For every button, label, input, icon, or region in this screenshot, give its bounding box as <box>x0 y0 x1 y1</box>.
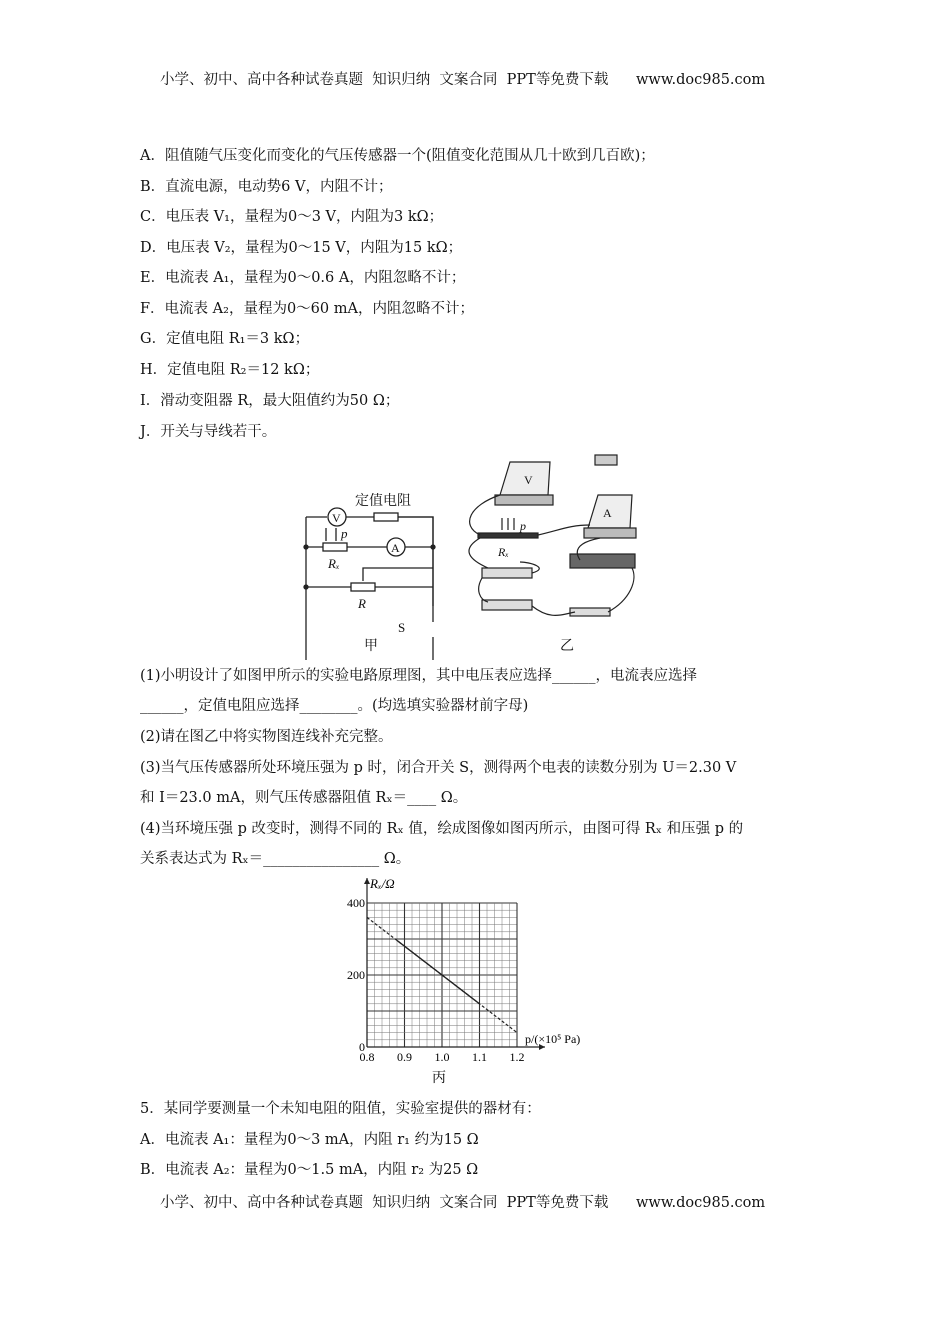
x-tick-label: 1.0 <box>434 1050 450 1064</box>
y-tick-label: 0 <box>359 1040 365 1054</box>
question-1-line-1: (1)小明设计了如图甲所示的实验电路原理图，其中电压表应选择______，电流表应选择 <box>140 668 698 684</box>
question-2: (2)请在图乙中将实物图连线补充完整。 <box>140 729 393 745</box>
apparatus-diagram-yi <box>460 450 660 660</box>
item-f: F．电流表 A₂，量程为0～60 mA，内阻忽略不计； <box>140 301 474 317</box>
item-b: B．直流电源，电动势6 V，内阻不计； <box>140 179 393 195</box>
pressure-label: p <box>520 519 526 533</box>
y-tick-label: 200 <box>347 968 365 982</box>
item-h: H．定值电阻 R₂＝12 kΩ； <box>140 362 320 378</box>
rheostat-label: R <box>358 596 366 611</box>
question-5-item-a: A．电流表 A₁：量程为0～3 mA，内阻 r₁ 约为15 Ω <box>140 1132 479 1148</box>
data-line-solid <box>397 940 480 1003</box>
item-a: A．阻值随气压变化而变化的气压传感器一个(阻值变化范围从几十欧到几百欧)； <box>140 148 655 164</box>
switch-label: S <box>398 620 406 635</box>
item-d: D．电压表 V₂，量程为0～15 V，内阻为15 kΩ； <box>140 240 463 256</box>
pressure-sensor-icon <box>478 533 538 538</box>
x-axis-label: p/(×10⁵ Pa) <box>525 1032 581 1046</box>
y-tick-label: 400 <box>347 896 365 910</box>
rheostat-icon <box>570 554 635 568</box>
item-e: E．电流表 A₁，量程为0～0.6 A，内阻忽略不计； <box>140 270 466 286</box>
item-i: I．滑动变阻器 R，最大阻值约为50 Ω； <box>140 393 400 409</box>
figure-caption-jia: 甲 <box>364 639 378 654</box>
item-c: C．电压表 V₁，量程为0～3 V，内阻为3 kΩ； <box>140 209 444 225</box>
figure-caption-yi: 乙 <box>560 639 574 654</box>
question-3-line-1: (3)当气压传感器所处环境压强为 p 时，闭合开关 S，测得两个电表的读数分别为 U＝2.30 V <box>140 760 737 776</box>
fixed-resistor-label: 定值电阻 <box>355 494 411 509</box>
page-footer: 小学、初中、高中各种试卷真题 知识归纳 文案合同 PPT等免费下载 www.doc985.com <box>160 1195 766 1211</box>
question-1-line-2: ______，定值电阻应选择________。(均选填实验器材前字母) <box>140 698 529 714</box>
item-g: G．定值电阻 R₁＝3 kΩ； <box>140 331 310 347</box>
page-header: 小学、初中、高中各种试卷真题 知识归纳 文案合同 PPT等免费下载 www.doc985.com <box>160 72 766 88</box>
rx-label: Rₓ <box>328 556 340 571</box>
item-j: J．开关与导线若干。 <box>140 424 277 440</box>
ammeter-label: A <box>603 506 612 520</box>
voltmeter-label: V <box>524 473 533 487</box>
question-4-line-1: (4)当环境压强 p 改变时，测得不同的 Rₓ 值，绘成图像如图丙所示，由图可得 Rₓ 和压强 p 的 <box>140 821 744 837</box>
question-5-item-b: B．电流表 A₂：量程为0～1.5 mA，内阻 r₂ 为25 Ω <box>140 1162 479 1178</box>
x-tick-label: 0.8 <box>359 1050 375 1064</box>
x-tick-label: 1.2 <box>509 1050 525 1064</box>
question-3-line-2: 和 I＝23.0 mA，则气压传感器阻值 Rₓ＝____ Ω。 <box>140 790 468 806</box>
spare-component-icon <box>595 455 617 465</box>
question-5-intro: 5．某同学要测量一个未知电阻的阻值，实验室提供的器材有： <box>140 1101 541 1117</box>
pressure-label: p <box>341 526 348 541</box>
voltmeter-symbol: V <box>332 511 341 525</box>
figure-caption-bing: 丙 <box>432 1071 446 1086</box>
question-4-line-2: 关系表达式为 Rₓ＝________________ Ω。 <box>140 851 411 867</box>
ammeter-symbol: A <box>391 541 400 555</box>
rx-pressure-chart <box>330 870 620 1090</box>
battery-icon <box>482 568 532 578</box>
circuit-diagram-jia <box>290 450 460 660</box>
y-axis-label: Rₓ/Ω <box>370 876 395 891</box>
battery-icon <box>482 600 532 610</box>
rx-label: Rₓ <box>498 545 509 559</box>
x-tick-label: 0.9 <box>397 1050 412 1064</box>
x-tick-label: 1.1 <box>472 1050 487 1064</box>
switch-icon <box>570 608 610 616</box>
chart-ticks <box>347 878 545 1064</box>
